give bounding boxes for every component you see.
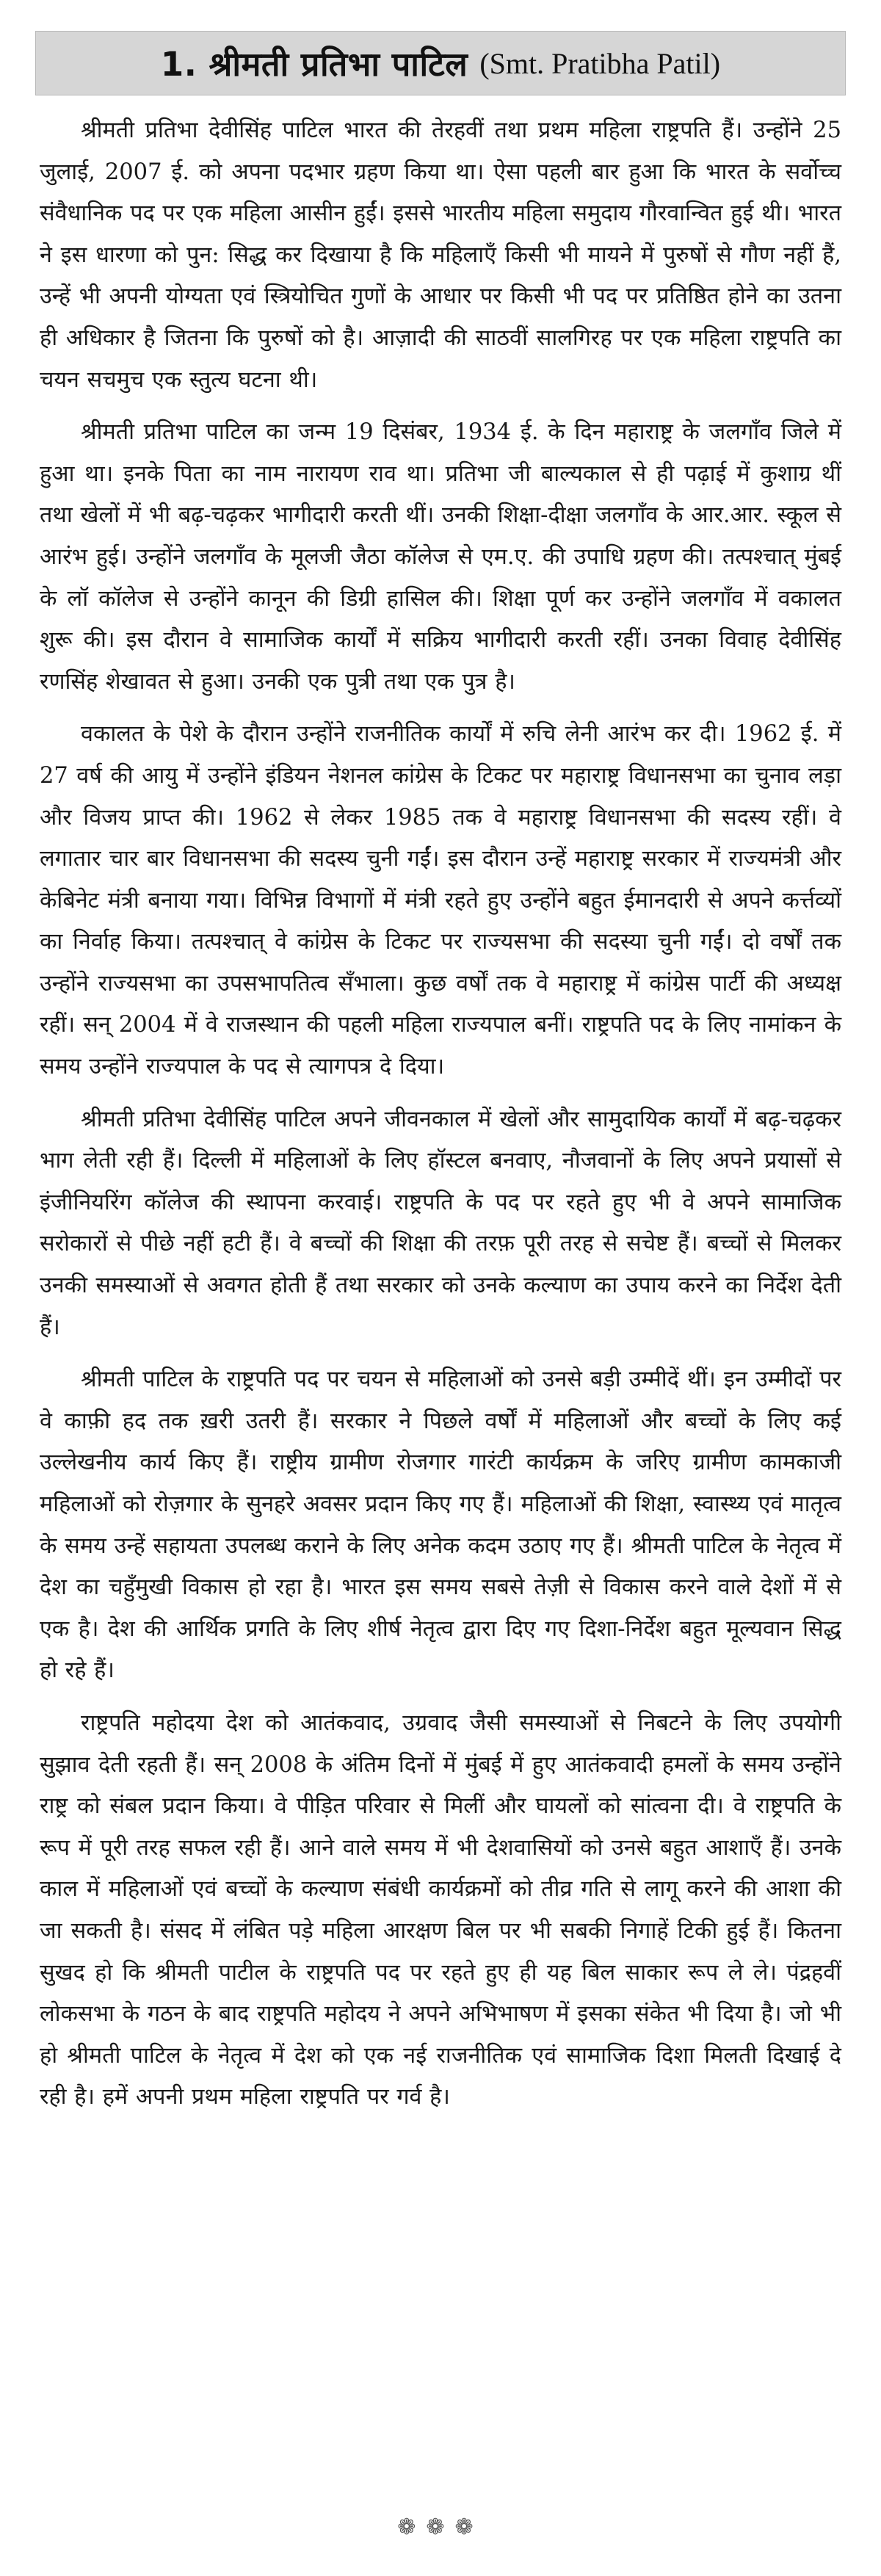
page-title: 1. श्रीमती प्रतिभा पाटिल [160, 44, 468, 84]
paragraph-4: श्रीमती प्रतिभा देवीसिंह पाटिल अपने जीवनकाल में खेलों और सामुदायिक कार्यों में बढ़-चढ़कर भाग लेती रही हैं। दिल्ली में महिलाओं के लिए हॉस्टल बनवाए, नौजवानों के लिए अपने प्रयासों से इंजीनियरिंग कॉलेज की स्थापना करवाई। राष्ट्रपति के पद पर रहते हुए भी वे अपने सामाजिक सरोकारों से पीछे नहीं हटी हैं। वे बच्चों की शिक्षा की तरफ़ पूरी तरह से सचेष्ट हैं। बच्चों से मिलकर उनकी समस्याओं से अवगत होती हैं तथा सरकार को उनके कल्याण का उपाय करने का निर्देश देती हैं। [40, 1106, 841, 1340]
paragraph-1: श्रीमती प्रतिभा देवीसिंह पाटिल भारत की तेरहवीं तथा प्रथम महिला राष्ट्रपति हैं। उन्होंने 25 जुलाई, 2007 ई. को अपना पदभार ग्रहण किया था। ऐसा पहली बार हुआ कि भारत के सर्वोच्च संवैधानिक पद पर एक महिला आसीन हुईं। इससे भारतीय महिला समुदाय गौरवान्वित हुई थी। भारत ने इस धारणा को पुन: सिद्ध कर दिखाया है कि महिलाएँ किसी भी मायने में पुरुषों से गौण नहीं हैं, उन्हें भी अपनी योग्यता एवं स्त्रियोचित गुणों के आधार पर किसी भी पद पर प्रतिष्ठित होने का उतना ही अधिकार है जितना कि पुरुषों को है। आज़ादी की साठवीं सालगिरह पर एक महिला राष्ट्रपति का चयन सचमुच एक स्तुत्य घटना थी। [40, 117, 841, 393]
paragraph-3: वकालत के पेशे के दौरान उन्होंने राजनीतिक कार्यों में रुचि लेनी आरंभ कर दी। 1962 ई. में 27 वर्ष की आयु में उन्होंने इंडियन नेशनल कांग्रेस के टिकट पर महाराष्ट्र विधानसभा का चुनाव लड़ा और विजय प्राप्त की। 1962 से लेकर 1985 तक वे महाराष्ट्र विधानसभा की सदस्य रहीं। वे लगातार चार बार विधानसभा की सदस्य चुनी गईं। इस दौरान उन्हें महाराष्ट्र सरकार में राज्यमंत्री और केबिनेट मंत्री बनाया गया। विभिन्न विभागों में मंत्री रहते हुए उन्होंने बहुत ईमानदारी से अपने कर्त्तव्यों का निर्वाह किया। तत्पश्चात् वे कांग्रेस के टिकट पर राज्यसभा की सदस्या चुनी गईं। दो वर्षों तक उन्होंने राज्यसभा का उपसभापतित्व सँभाला। कुछ वर्षों तक वे महाराष्ट्र में कांग्रेस पार्टी की अध्यक्ष रहीं। सन् 2004 में वे राजस्थान की पहली महिला राज्यपाल बनीं। राष्ट्रपति पद के लिए नामांकन के समय उन्होंने राज्यपाल के पद से त्यागपत्र दे दिया। [40, 721, 841, 1080]
page-subtitle: (Smt. Pratibha Patil) [479, 46, 721, 80]
flower-ornament-icon: ❁❁❁ [397, 2514, 484, 2540]
paragraph-5: श्रीमती पाटिल के राष्ट्रपति पद पर चयन से महिलाओं को उनसे बड़ी उम्मीदें थीं। इन उम्मीदों पर वे काफ़ी हद तक ख़री उतरी हैं। सरकार ने पिछले वर्षों में महिलाओं और बच्चों के लिए कई उल्लेखनीय कार्य किए हैं। राष्ट्रीय ग्रामीण रोजगार गारंटी कार्यक्रम के जरिए ग्रामीण कामकाजी महिलाओं को रोज़गार के सुनहरे अवसर प्रदान किए गए हैं। महिलाओं की शिक्षा, स्वास्थ्य एवं मातृत्व के समय उन्हें सहायता उपलब्ध कराने के लिए अनेक कदम उठाए गए हैं। श्रीमती पाटिल के नेतृत्व में देश का चहुँमुखी विकास हो रहा है। भारत इस समय सबसे तेज़ी से विकास करने वाले देशों में से एक है। देश की आर्थिक प्रगति के लिए शीर्ष नेतृत्व द्वारा दिए गए दिशा-निर्देश बहुत मूल्यवान सिद्ध हो रहे हैं। [40, 1367, 841, 1684]
paragraph-2: श्रीमती प्रतिभा पाटिल का जन्म 19 दिसंबर, 1934 ई. के दिन महाराष्ट्र के जलगाँव जिले में हुआ था। इनके पिता का नाम नारायण राव था। प्रतिभा जी बाल्यकाल से ही पढ़ाई में कुशाग्र थीं तथा खेलों में भी बढ़-चढ़कर भागीदारी करती थीं। उनकी शिक्षा-दीक्षा जलगाँव के आर.आर. स्कूल से आरंभ हुई। उन्होंने जलगाँव के मूलजी जैठा कॉलेज से एम.ए. की उपाधि ग्रहण की। तत्पश्चात् मुंबई के लॉ कॉलेज से उन्होंने कानून की डिग्री हासिल की। शिक्षा पूर्ण कर उन्होंने जलगाँव में वकालत शुरू की। इस दौरान वे सामाजिक कार्यों में सक्रिय भागीदारी करती रहीं। उनका विवाह देवीसिंह रणसिंह शेखावत से हुआ। उनकी एक पुत्री तथा एक पुत्र है। [40, 419, 841, 695]
paragraph-6: राष्ट्रपति महोदया देश को आतंकवाद, उग्रवाद जैसी समस्याओं से निबटने के लिए उपयोगी सुझाव देती रहती हैं। सन् 2008 के अंतिम दिनों में मुंबई में हुए आतंकवादी हमलों के समय उन्होंने राष्ट्र को संबल प्रदान किया। वे पीड़ित परिवार से मिलीं और घायलों को सांत्वना दी। वे राष्ट्रपति के रूप में पूरी तरह सफल रही हैं। आने वाले समय में भी देशवासियों को उनसे बहुत आशाएँ हैं। उनके काल में महिलाओं एवं बच्चों के कल्याण संबंधी कार्यक्रमों को तीव्र गति से लागू करने की आशा की जा सकती है। संसद में लंबित पड़े महिला आरक्षण बिल पर भी सबकी निगाहें टिकी हुई हैं। कितना सुखद हो कि श्रीमती पाटील के राष्ट्रपति पद पर रहते हुए ही यह बिल साकार रूप ले ले। पंद्रहवीं लोकसभा के गठन के बाद राष्ट्रपति महोदय ने अपने अभिभाषण में इसका संकेत भी दिया है। जो भी हो श्रीमती पाटिल के नेतृत्व में देश को एक नई राजनीतिक एवं सामाजिक दिशा मिलती दिखाई दे रही है। हमें अपनी प्रथम महिला राष्ट्रपति पर गर्व है। [40, 1710, 841, 2110]
title-banner [35, 31, 846, 95]
essay-body [40, 110, 841, 2130]
